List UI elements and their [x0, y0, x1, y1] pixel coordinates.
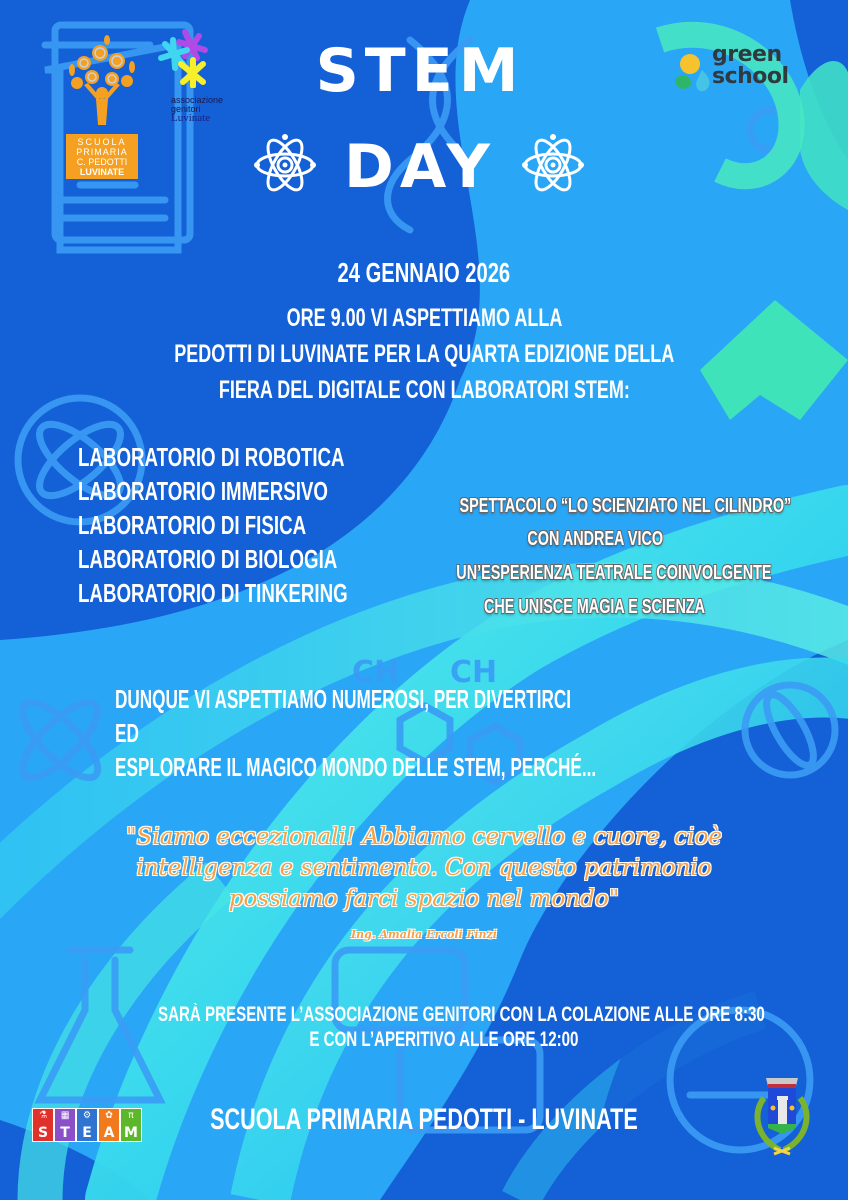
show-line-1: SPETTACOLO “LO SCIENZIATO NEL CILINDRO”: [459, 495, 792, 517]
svg-text:CH: CH: [450, 655, 498, 690]
show-line-2: CON ANDREA VICO: [527, 528, 663, 550]
green-school-word-1: green: [712, 42, 782, 67]
notice-line-2: E CON L’APERITIVO ALLE ORE 12:00: [309, 1028, 579, 1051]
atom-icon-left: [252, 132, 318, 198]
school-badge-line: SCUOLA: [77, 137, 127, 147]
school-logo: [62, 35, 142, 177]
green-school-logo: [672, 42, 822, 98]
quote-line: possiamo farci spazio nel mondo": [228, 886, 620, 912]
steam-cell-m: π M: [120, 1108, 142, 1142]
association-line: Luvinate: [171, 112, 211, 124]
association-line: genitori: [171, 104, 201, 114]
title-stem: STEM: [315, 36, 525, 106]
asterisks-icon: [155, 28, 215, 88]
tree-icon: [62, 35, 142, 130]
atom-icon-right: [520, 132, 586, 198]
lab-item: LABORATORIO DI FISICA: [78, 510, 307, 540]
invite-line-2: ED: [115, 718, 139, 748]
invite-line-3: ESPLORARE IL MAGICO MONDO DELLE STEM, PERCHÉ...: [115, 752, 597, 782]
steam-cell-a: ✿ A: [98, 1108, 120, 1142]
lab-item: LABORATORIO DI BIOLOGIA: [78, 544, 338, 574]
footer-school-name: SCUOLA PRIMARIA PEDOTTI - LUVINATE: [210, 1103, 638, 1136]
school-badge-line: LUVINATE: [79, 167, 125, 177]
quote-line: intelligenza e sentimento. Con questo patrimonio: [136, 855, 712, 881]
quote: [0, 822, 848, 915]
steam-cell-e: ⚙ E: [76, 1108, 98, 1142]
lab-item: LABORATORIO DI ROBOTICA: [78, 442, 345, 472]
quote-line: "Siamo eccezionali! Abbiamo cervello e cuore, cioè: [126, 824, 722, 850]
show-line-3: UN’ESPERIENZA TEATRALE COINVOLGENTE: [456, 562, 772, 584]
title-day: DAY: [344, 132, 496, 202]
intro-line-3: FIERA DEL DIGITALE CON LABORATORI STEM:: [218, 376, 630, 404]
school-badge-line: PRIMARIA: [76, 147, 128, 157]
show-line-4: CHE UNISCE MAGIA E SCIENZA: [484, 596, 706, 618]
association-logo: [155, 28, 225, 128]
lab-item: LABORATORIO IMMERSIVO: [78, 476, 328, 506]
svg-text:CH: CH: [352, 655, 400, 690]
association-line: associazione: [171, 95, 224, 105]
steam-cell-t: ▦ T: [54, 1108, 76, 1142]
steam-cell-s: ⚗ S: [32, 1108, 54, 1142]
notice-line-1: SARÀ PRESENTE L’ASSOCIAZIONE GENITORI CON LA COLAZIONE ALLE ORE 8:30: [157, 1003, 765, 1026]
event-date: 24 GENNAIO 2026: [337, 257, 511, 288]
lab-item: LABORATORIO DI TINKERING: [78, 578, 348, 608]
green-school-word-2: school: [712, 64, 789, 89]
intro-line-1: ORE 9.00 VI ASPETTIAMO ALLA: [286, 304, 562, 332]
invite-line-1: DUNQUE VI ASPETTIAMO NUMEROSI, PER DIVERTIRCI: [115, 684, 572, 714]
school-badge: [66, 134, 138, 179]
intro-line-2: PEDOTTI DI LUVINATE PER LA QUARTA EDIZIONE DELLA: [173, 340, 674, 368]
quote-author: Ing. Amalia Ercoli Finzi: [351, 928, 497, 941]
school-badge-line: C. PEDOTTI: [76, 157, 128, 167]
coat-of-arms-icon: [746, 1068, 818, 1158]
